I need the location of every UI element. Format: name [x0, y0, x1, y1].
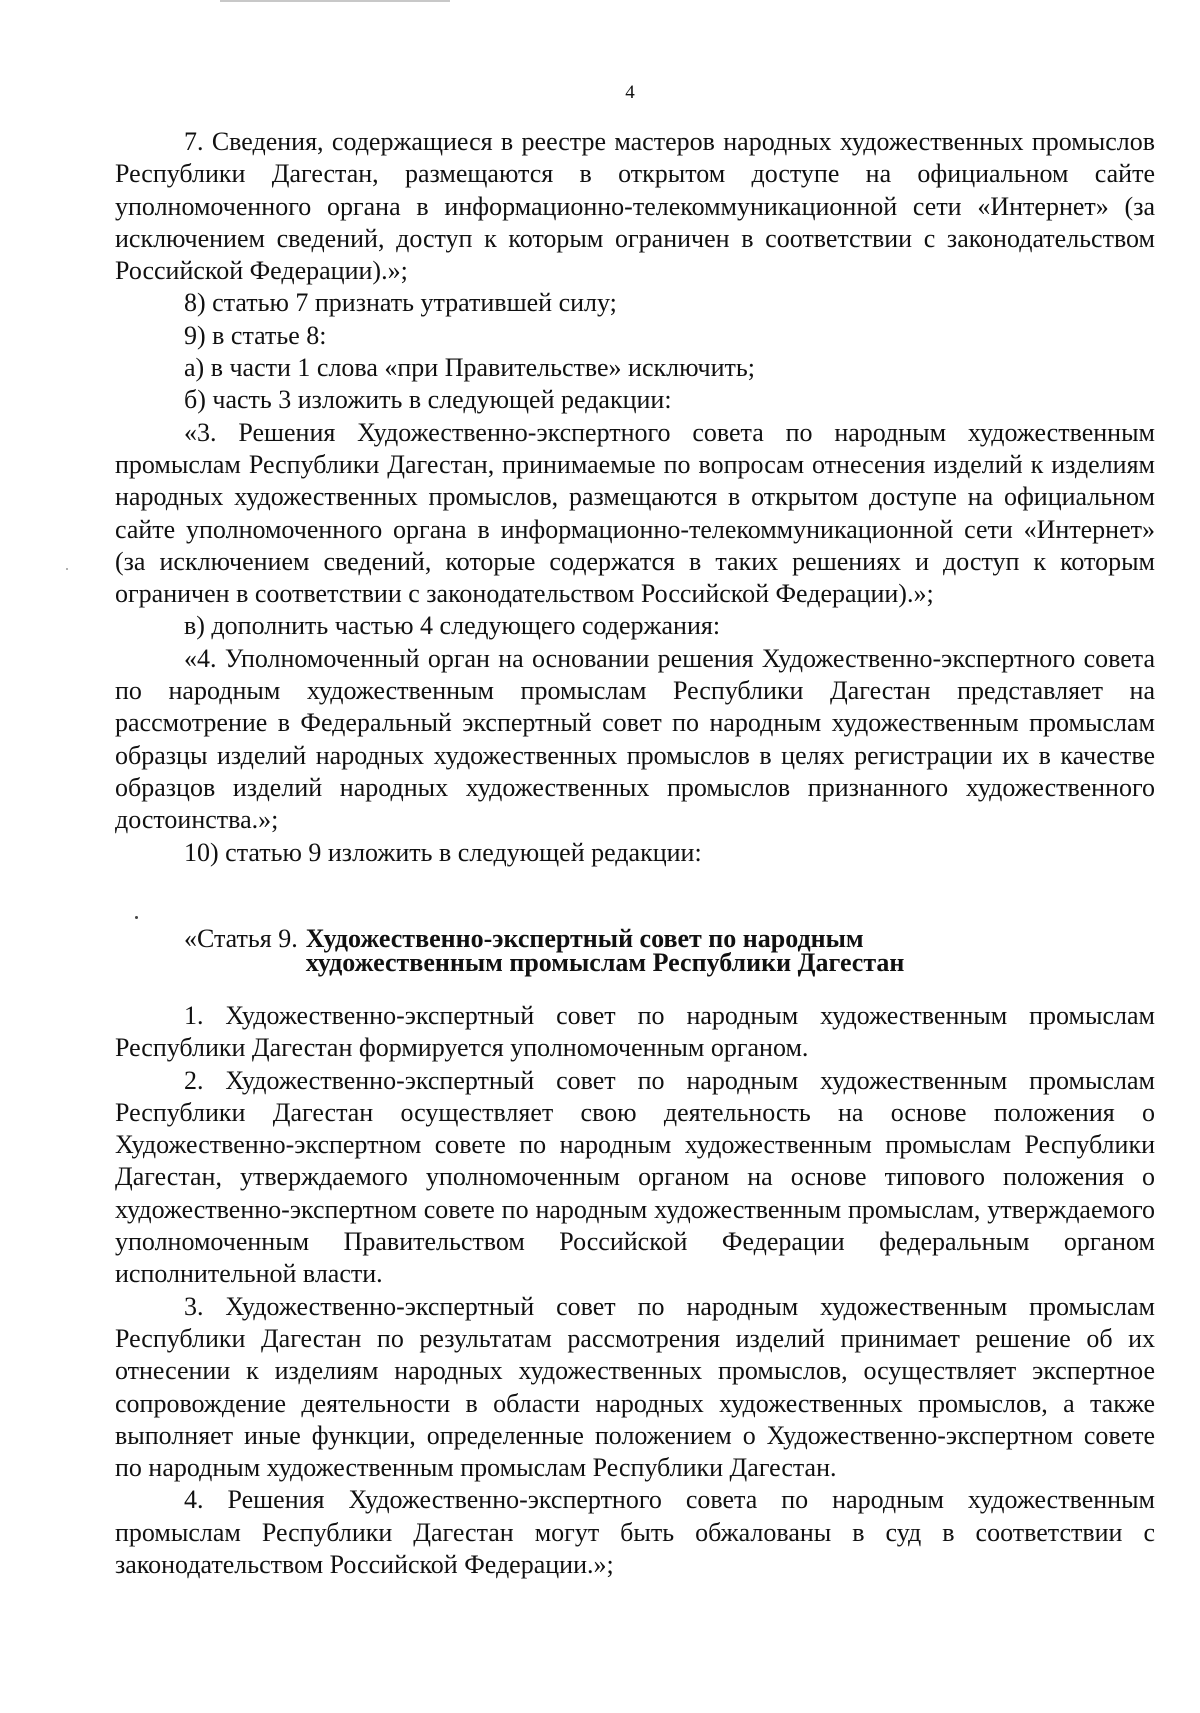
- paragraph: 9) в статье 8:: [184, 320, 327, 350]
- paragraph: в) дополнить частью 4 следующего содержания:: [184, 611, 721, 641]
- scan-speck: [135, 916, 138, 919]
- paragraph: 10) статью 9 изложить в следующей редакции:: [184, 837, 702, 867]
- body-text-top: [115, 126, 1155, 869]
- paragraph: «4. Уполномоченный орган на основании решения Художественно-экспертного совета по народным художественным промыслам Республики Дагестан представляет на рассмотрение в Федеральный экспертный совет по народным художественным промыслам образцы изделий народных художественных промыслов в целях регистрации их в качестве образцов изделий народных художественных промыслов признанного художественного достоинства.»;: [115, 643, 1155, 835]
- scan-speck: [66, 568, 68, 570]
- paragraph: 1. Художественно-экспертный совет по народным художественным промыслам Республики Дагестан формируется уполномоченным органом.: [115, 1001, 1155, 1063]
- article-heading: [184, 924, 905, 977]
- paragraph: «3. Решения Художественно-экспертного совета по народным художественным промыслам Республики Дагестан, принимаемые по вопросам отнесения изделий к изделиям народных художественных промыслов, размещаются в открытом доступе на официальном сайте уполномоченного органа в информационно-телекоммуникационной сети «Интернет» (за исключением сведений, которые содержатся в таких решениях и доступ к которым ограничен в соответствии с законодательством Российской Федерации).»;: [115, 417, 1155, 609]
- paragraph: 3. Художественно-экспертный совет по народным художественным промыслам Республики Дагестан по результатам рассмотрения изделий принимает решение об их отнесении к изделиям народных художественных промыслов, осуществляет экспертное сопровождение деятельности в области народных художественных промыслов, а также выполняет иные функции, определенные положением о Художественно-экспертном совете по народным художественным промыслам Республики Дагестан.: [115, 1291, 1155, 1483]
- paragraph: 2. Художественно-экспертный совет по народным художественным промыслам Республики Дагестан осуществляет свою деятельность на основе положения о Художественно-экспертном совете по народным художественным промыслам Республики Дагестан, утверждаемого уполномоченным органом на основе типового положения о художественно-экспертном совете по народным художественным промыслам, утверждаемого уполномоченным Правительством Российской Федерации федеральным органом исполнительной власти.: [115, 1065, 1155, 1289]
- body-text-bottom: [115, 1000, 1155, 1581]
- paragraph: 7. Сведения, содержащиеся в реестре мастеров народных художественных промыслов Республики Дагестан, размещаются в открытом доступе на официальном сайте уполномоченного органа в информационно-телекоммуникационной сети «Интернет» (за исключением сведений, доступ к которым ограничен в соответствии с законодательством Российской Федерации).»;: [115, 127, 1155, 286]
- paragraph: б) часть 3 изложить в следующей редакции:: [184, 385, 672, 415]
- article-heading-label: «Статья 9.: [184, 924, 298, 953]
- article-heading-title: Художественно-экспертный совет по народным художественным промыслам Республики Дагестан: [305, 924, 905, 977]
- page-number: 4: [625, 82, 635, 103]
- paragraph: а) в части 1 слова «при Правительстве» исключить;: [184, 353, 755, 383]
- scan-edge-line: [220, 0, 450, 2]
- paragraph: 4. Решения Художественно-экспертного совета по народным художественным промыслам Республики Дагестан могут быть обжалованы в суд в соответствии с законодательством Российской Федерации.»;: [115, 1485, 1155, 1580]
- paragraph: 8) статью 7 признать утратившей силу;: [184, 288, 617, 318]
